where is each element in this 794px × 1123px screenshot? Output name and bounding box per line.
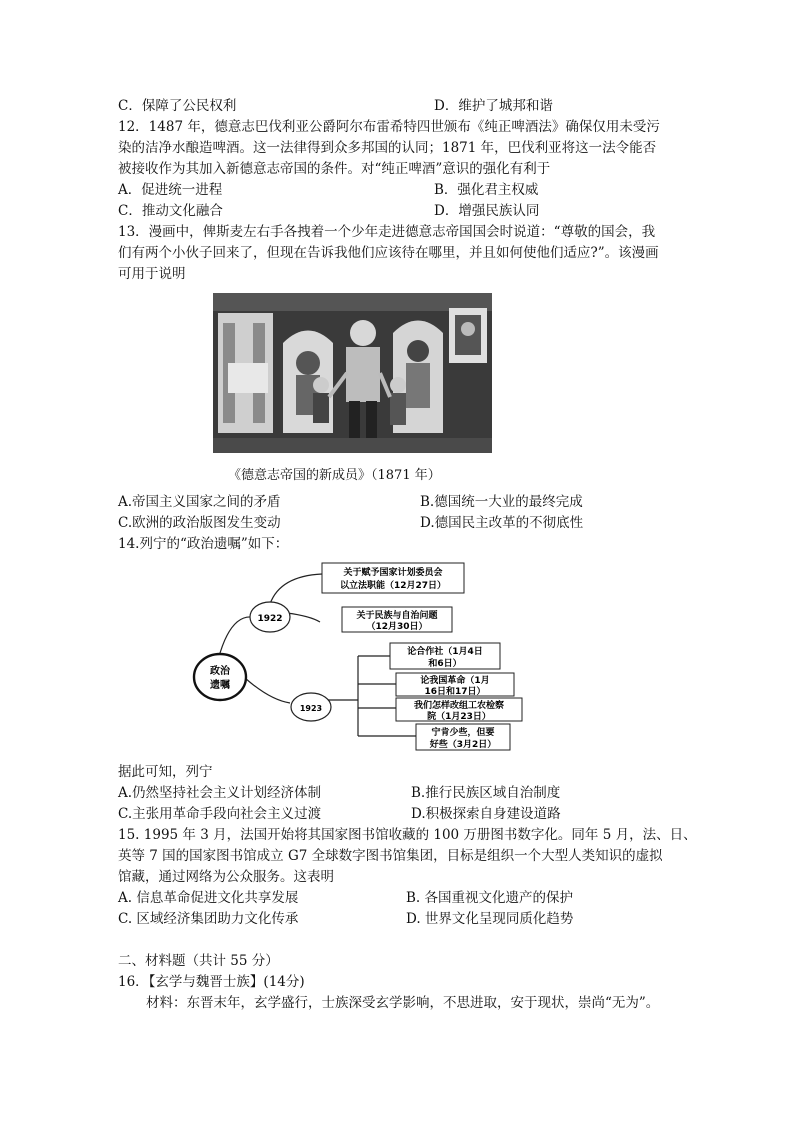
year-1922-label: 1922 [257,614,283,624]
item-2-line-2: （12月30日） [366,622,428,632]
q14-stem: 14.列宁的“政治遗嘱”如下： [118,536,289,552]
section-2-heading: 二、材料题（共计 55 分） [118,953,279,969]
q13-stem-line-3: 可用于说明 [118,266,186,282]
q15-stem-line-1: 15. 1995 年 3 月，法国开始将其国家图书馆收藏的 100 万册图书数字化。同年 5 月，法、日、 [118,827,697,843]
q11-option-c: C．保障了公民权利 [118,98,237,114]
q15-option-d: D. 世界文化呈现同质化趋势 [406,911,574,927]
item-6-line-1: 宁肯少些，但要 [431,728,495,738]
q14-option-a: A.仍然坚持社会主义计划经济体制 [118,785,322,801]
item-5-line-1: 我们怎样改组工农检察 [413,701,505,711]
q11-option-d: D．维护了城邦和谐 [434,98,553,114]
bismarck-cartoon-image [213,293,492,453]
item-3-line-2: 和6日） [428,659,462,669]
q13-stem-line-1: 13．漫画中，俾斯麦左右手各拽着一个少年走进德意志帝国国会时说道：“尊敬的国会，我 [118,224,656,240]
q13-option-b: B.德国统一大业的最终完成 [420,494,583,510]
q15-stem-line-2: 英等 7 国的国家图书馆成立 G7 全球数字图书馆集团，目标是组织一个大型人类知识的虚拟 [118,848,663,864]
root-label-2: 遗嘱 [210,680,230,691]
q13-stem-line-2: 们有两个小伙子回来了，但现在告诉我他们应该待在哪里，并且如何使他们适应?”。该漫画 [118,245,659,261]
q16-material: 材料：东晋末年，玄学盛行，士族深受玄学影响，不思进取，安于现状，崇尚“无为”。 [146,995,660,1011]
q12-stem-line-1: 12．1487 年，德意志巴伐利亚公爵阿尔布雷希特四世颁布《纯正啤酒法》确保仅用未受污 [118,119,660,135]
q12-stem-line-3: 被接收作为其加入新德意志帝国的条件。对“纯正啤酒”意识的强化有利于 [118,161,551,177]
item-4-line-2: 16日和17日） [424,687,486,697]
q13-option-c: C.欧洲的政治版图发生变动 [118,515,281,531]
root-node [194,654,246,700]
item-1-line-1: 关于赋予国家计划委员会 [343,568,443,578]
q12-option-a: A．促进统一进程 [118,182,223,198]
year-1923-label: 1923 [299,704,323,713]
q15-option-a: A. 信息革命促进文化共享发展 [118,890,299,906]
q12-stem-line-2: 染的洁净水酿造啤酒。这一法律得到众多邦国的认同；1871 年，巴伐利亚将这一法令能否 [118,140,657,156]
item-6-line-2: 好些（3月2日） [429,740,497,750]
item-4-line-1: 论我国革命（1月 [420,676,490,686]
q15-option-c: C. 区域经济集团助力文化传承 [118,911,299,927]
q14-lead: 据此可知，列宁 [118,764,213,780]
q12-option-d: D．增强民族认同 [434,203,540,219]
root-label-1: 政治 [210,666,230,677]
q12-option-c: C．推动文化融合 [118,203,223,219]
q13-option-a: A.帝国主义国家之间的矛盾 [118,494,281,510]
item-5-line-2: 院（1月23日） [427,712,491,722]
cartoon-caption: 《德意志帝国的新成员》（1871 年） [228,468,441,483]
item-1-line-2: 以立法职能（12月27日） [339,581,447,591]
q16-title: 16．【玄学与魏晋士族】(14分) [118,974,305,990]
lenin-testament-diagram [190,560,530,755]
q14-option-c: C.主张用革命手段向社会主义过渡 [118,806,322,822]
q14-option-d: D.积极探索自身建设道路 [411,806,561,822]
item-3-line-1: 论合作社（1月4日 [407,647,483,657]
q14-option-b: B.推行民族区域自治制度 [411,785,561,801]
q15-stem-line-3: 馆藏，通过网络为公众服务。这表明 [118,869,334,885]
q13-option-d: D.德国民主改革的不彻底性 [420,515,584,531]
q12-option-b: B．强化君主权威 [434,182,539,198]
q15-option-b: B. 各国重视文化遗产的保护 [406,890,574,906]
item-2-line-1: 关于民族与自治问题 [356,611,438,621]
